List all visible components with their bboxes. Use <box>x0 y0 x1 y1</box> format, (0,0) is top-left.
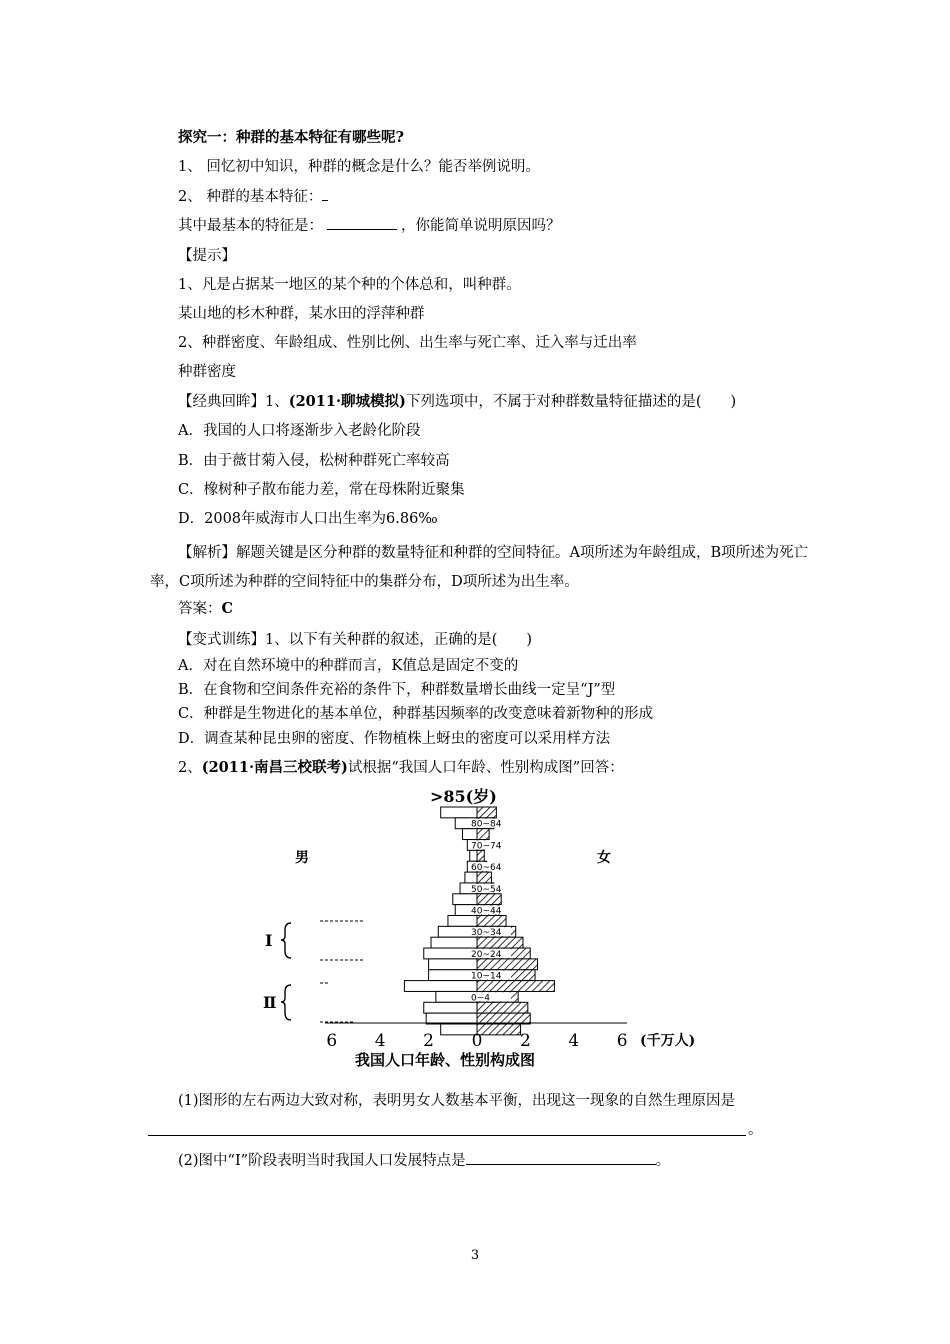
classic-source: (2011·聊城模拟) <box>288 393 406 410</box>
male-bar <box>424 1002 477 1013</box>
x-tick-label: 2 <box>519 1031 531 1051</box>
female-bar <box>477 959 538 970</box>
question-3-blank <box>327 229 397 230</box>
sub-question-1-end: 。 <box>748 1122 763 1138</box>
bracket-1 <box>281 923 291 958</box>
x-tick-label: 4 <box>374 1031 386 1051</box>
sub-question-2-text: (2)图中“Ⅰ”阶段表明当时我国人口发展特点是 <box>178 1153 466 1169</box>
female-bar <box>477 981 554 992</box>
age-label: 10~14 <box>471 971 502 982</box>
sub-question-1: (1)图形的左右两边大致对称，表明男女人数基本平衡，出现这一现象的自然生理原因是 <box>178 1093 736 1109</box>
chart-title: 我国人口年龄、性别构成图 <box>355 1051 536 1069</box>
age-labels-group <box>469 819 511 1004</box>
x-tick-label: 6 <box>616 1031 628 1051</box>
question-2b-source: (2011·南昌三校联考) <box>201 759 348 776</box>
classic-option-a: A．我国的人口将逐渐步入老龄化阶段 <box>178 423 421 439</box>
classic-question <box>178 392 736 412</box>
classic-label: 【经典回眸】1、 <box>178 394 289 410</box>
question-2b-prefix: 2、 <box>178 760 202 776</box>
sub-question-2-end: 。 <box>655 1153 671 1169</box>
population-pyramid-chart <box>255 780 735 1075</box>
hint-1: 1、凡是占据某一地区的某个种的个体总和，叫种群。 <box>178 277 521 293</box>
question-2b-text: 试根据“我国人口年龄、性别构成图”回答： <box>347 760 624 776</box>
x-tick-label: 6 <box>326 1031 338 1051</box>
female-bar <box>477 1024 521 1035</box>
x-tick-label: 2 <box>423 1031 435 1051</box>
variant-question: 【变式训练】1、以下有关种群的叙述，正确的是( ) <box>178 632 533 648</box>
x-tick-labels-group <box>326 1031 627 1051</box>
female-bar <box>477 872 492 883</box>
x-unit-label: (千万人) <box>640 1033 696 1049</box>
bracket-1-label: Ⅰ <box>265 931 273 950</box>
female-bar <box>477 807 496 818</box>
top-age-label: >85(岁) <box>430 787 497 806</box>
age-label: 60~64 <box>471 863 502 874</box>
hint-1-example: 某山地的杉木种群，某水田的浮萍种群 <box>178 306 425 322</box>
question-3 <box>178 216 561 236</box>
classic-option-b: B．由于薇甘菊入侵，松树种群死亡率较高 <box>178 453 450 469</box>
bracket-2-label: Ⅱ <box>263 993 277 1012</box>
sub-question-2 <box>178 1151 670 1171</box>
question-2-blank <box>322 200 328 201</box>
male-bar <box>462 829 477 840</box>
age-label: 30~34 <box>471 928 502 939</box>
answer-line <box>178 599 233 619</box>
classic-option-d: D．2008年威海市人口出生率为6.86‰ <box>178 511 438 527</box>
female-bar <box>477 850 484 861</box>
classic-option-c: C．橡树种子散布能力差，常在母株附近聚集 <box>178 482 465 498</box>
x-tick-label: 0 <box>471 1031 483 1051</box>
age-label: 0~4 <box>471 993 490 1004</box>
sub-question-2-blank <box>466 1164 656 1165</box>
question-2b <box>178 758 624 778</box>
question-1: 1、 回忆初中知识，种群的概念是什么？能否举例说明。 <box>178 159 540 175</box>
classic-text: 下列选项中，不属于对种群数量特征描述的是( ) <box>405 394 737 410</box>
male-bar <box>465 872 477 883</box>
answer-value: C <box>221 600 234 617</box>
hint-2: 2、种群密度、年龄组成、性别比例、出生率与死亡率、迁入率与迁出率 <box>178 335 637 351</box>
section-title: 探究一：种群的基本特征有哪些呢? <box>178 129 404 146</box>
variant-option-a: A．对在自然环境中的种群而言，K值总是固定不变的 <box>178 658 519 674</box>
question-3-prefix: 其中最基本的特征是： <box>178 218 323 234</box>
hint-2-answer: 种群密度 <box>178 364 236 380</box>
variant-option-b: B．在食物和空间条件充裕的条件下，种群数量增长曲线一定呈“J”型 <box>178 682 616 698</box>
age-label: 40~44 <box>471 906 502 917</box>
age-label: 80~84 <box>471 819 502 830</box>
male-bar <box>470 850 477 861</box>
female-bar <box>477 894 501 905</box>
x-tick-label: 4 <box>568 1031 580 1051</box>
male-bar <box>448 916 477 927</box>
sub-question-1-blank <box>148 1135 746 1136</box>
age-label: 70~74 <box>471 841 502 852</box>
female-bar <box>477 1013 530 1024</box>
question-2 <box>178 187 328 207</box>
hint-label: 【提示】 <box>178 248 236 264</box>
male-bar <box>404 981 477 992</box>
female-bar <box>477 829 489 840</box>
question-2-text: 2、 种群的基本特征： <box>178 189 323 205</box>
question-3-suffix: ，你能简单说明原因吗？ <box>401 218 561 234</box>
male-bar <box>441 807 477 818</box>
bracket-2 <box>281 985 291 1020</box>
answer-label: 答案： <box>178 601 222 617</box>
male-bar <box>426 1013 477 1024</box>
female-bar <box>477 916 506 927</box>
male-bar <box>453 894 477 905</box>
variant-option-c: C．种群是生物进化的基本单位，种群基因频率的改变意味着新物种的形成 <box>178 706 654 722</box>
male-label: 男 <box>295 850 309 866</box>
page-number: 3 <box>470 1248 480 1263</box>
analysis-paragraph: 【解析】解题关键是区分种群的数量特征和种群的空间特征。A项所述为年龄组成，B项所述为死亡率，C项所述为种群的空间特征中的集群分布，D项所述为出生率。 <box>150 545 809 590</box>
female-bar <box>477 1002 528 1013</box>
age-label: 20~24 <box>471 949 502 960</box>
male-bar <box>431 937 477 948</box>
female-bar <box>477 937 523 948</box>
variant-option-d: D．调查某种昆虫卵的密度、作物植株上蚜虫的密度可以采用样方法 <box>178 731 611 747</box>
female-label: 女 <box>597 850 611 866</box>
age-label: 50~54 <box>471 884 502 895</box>
male-bar <box>429 959 477 970</box>
